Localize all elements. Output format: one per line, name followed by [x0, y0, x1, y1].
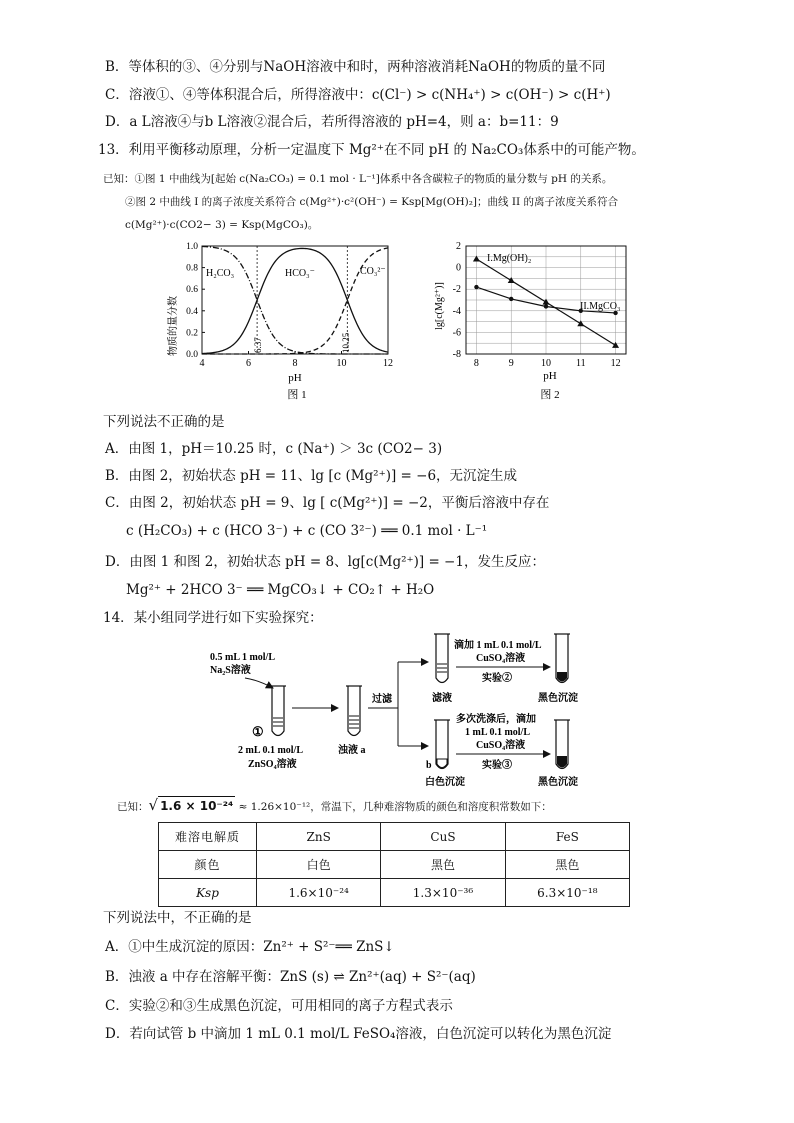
q13-stem: 13．利用平衡移动原理，分析一定温度下 Mg²⁺在不同 pH 的 Na₂CO₃体系中的可能产物。 [98, 142, 645, 158]
fig1-xtick-label: 10 [336, 358, 347, 369]
table-cell: 1.6×10⁻²⁴ [257, 879, 381, 907]
filtrate-label: 滤液 [432, 693, 452, 704]
black-precipitate-2: 黑色沉淀 [538, 777, 578, 788]
table-row [159, 851, 630, 879]
sqrt-value: 1.6 × 10⁻²⁴ [158, 796, 235, 815]
q14-option-b: B．浊液 a 中存在溶解平衡：ZnS (s) ⇌ Zn²⁺(aq) + S²⁻(aq) [105, 969, 476, 985]
q12-option-b: B．等体积的③、④分别与NaOH溶液中和时，两种溶液消耗NaOH的物质的量不同 [105, 59, 606, 75]
fig1-ylabel: 物质的量分数 [168, 296, 179, 356]
fig2-caption: 图 2 [540, 389, 560, 401]
add1-line1: 滴加 1 mL 0.1 mol/L [454, 640, 542, 651]
fig2-ylabel: lg[c(Mg²⁺)] [434, 282, 445, 330]
table-row [159, 879, 630, 907]
tube-b [434, 720, 450, 769]
q12-option-c: C．溶液①、④等体积混合后，所得溶液中：c(Cl⁻) > c(NH₄⁺) > c(OH⁻) > c(H⁺) [105, 87, 611, 103]
fig1-vline1-label: 6.37 [253, 337, 263, 353]
fig1-ytick-label: 0.2 [186, 328, 198, 339]
filter-label: 过滤 [372, 694, 392, 705]
fig1-ytick-label: 0.6 [186, 285, 198, 296]
reagent-top-2: Na₂S溶液 [210, 665, 251, 676]
fig1-xtick-label: 4 [199, 358, 205, 369]
fig2-point-mgco3 [474, 285, 478, 289]
fig1-xlabel: pH [288, 372, 302, 384]
test-tube-2 [346, 686, 362, 736]
exp3-label: 实验③ [482, 760, 512, 771]
fig2-point-mgoh2 [612, 342, 619, 348]
fig2-xtick-label: 8 [473, 358, 479, 369]
table-header-cell: FeS [505, 823, 629, 851]
add2-line3: CuSO₄溶液 [476, 740, 526, 751]
fig2-ytick-label: -8 [452, 349, 461, 360]
add2-line1: 多次洗涤后，滴加 [456, 714, 536, 725]
q13-known-2b: c(Mg²⁺)·c(CO2− 3) = Ksp(MgCO₃)。 [125, 219, 319, 231]
table-cell: 黑色 [381, 851, 505, 879]
q14-question: 下列说法中，不正确的是 [103, 910, 252, 926]
table-header-cell: CuS [381, 823, 505, 851]
fig1-label-h2co3: H₂CO₃ [206, 268, 235, 279]
q14-option-c: C．实验②和③生成黑色沉淀，可用相同的离子方程式表示 [105, 998, 453, 1014]
figure-1-chart [160, 236, 405, 406]
fig2-xtick-label: 10 [541, 358, 551, 369]
q13-option-c2: c (H₂CO₃) + c (HCO 3⁻) + c (CO 3²⁻) ══ 0.1 mol · L⁻¹ [126, 523, 488, 539]
black-precipitate-1: 黑色沉淀 [538, 693, 578, 704]
fig1-series-co3 [202, 248, 388, 354]
fig2-ytick-label: -4 [452, 305, 461, 317]
table-cell: 白色 [257, 851, 381, 879]
fig1-xtick-label: 12 [383, 358, 393, 369]
add1-line2: CuSO₄溶液 [476, 653, 526, 664]
q14-option-d: D．若向试管 b 中滴加 1 mL 0.1 mol/L FeSO₄溶液，白色沉淀可以转化为黑色沉淀 [105, 1026, 612, 1042]
fig1-ytick-label: 0.0 [186, 350, 198, 360]
table-cell: 6.3×10⁻¹⁸ [505, 879, 629, 907]
known-suffix: ≈ 1.26×10⁻¹²，常温下，几种难溶物质的颜色和溶度积常数如下： [235, 801, 552, 813]
fig2-xtick-label: 9 [508, 358, 514, 369]
q13-known-2a: ②图 2 中曲线 I 的离子浓度关系符合 c(Mg²⁺)·c²(OH⁻) = Ksp[Mg(OH)₂]；曲线 II 的离子浓度关系符合 [125, 196, 618, 208]
fig2-label-I: I.Mg(OH)₂ [487, 253, 532, 264]
fig1-frame [202, 246, 388, 354]
fig1-xtick-label: 8 [292, 358, 298, 369]
table-cell: 颜色 [159, 851, 257, 879]
fig2-xtick-label: 12 [610, 358, 621, 369]
test-tube-1 [270, 686, 286, 736]
table-row [159, 823, 630, 851]
tube-b-label: b [426, 760, 432, 771]
fig1-vline2-label: 10.25 [341, 332, 351, 353]
fig2-point-mgco3 [509, 297, 513, 301]
fig2-point-mgoh2 [543, 299, 550, 305]
fig2-xtick-label: 11 [575, 358, 586, 369]
fig1-ytick-label: 0.8 [186, 263, 198, 274]
fig2-point-mgoh2 [508, 277, 515, 283]
fig1-series-hco3 [202, 248, 388, 353]
tube1-label-1: 2 mL 0.1 mol/L [238, 745, 304, 756]
q14-stem: 14．某小组同学进行如下实验探究： [103, 610, 323, 626]
table-cell: 1.3×10⁻³⁶ [381, 879, 505, 907]
table-cell: Ksp [159, 879, 257, 907]
black-precipitate-tube-2 [554, 720, 570, 769]
fig1-xtick-label: 6 [246, 358, 251, 369]
q12-option-d: D．a L溶液④与b L溶液②混合后，若所得溶液的 pH=4，则 a：b=11：9 [105, 114, 559, 130]
q14-option-a: A．①中生成沉淀的原因：Zn²⁺ + S²⁻══ ZnS↓ [105, 939, 395, 955]
fig1-label-co3: CO₃²⁻ [360, 266, 386, 277]
q13-option-d2: Mg²⁺ + 2HCO 3⁻ ══ MgCO₃↓ + CO₂↑ + H₂O [126, 582, 435, 598]
known-prefix: 已知： [117, 801, 149, 813]
fig2-point-mgoh2 [577, 320, 584, 326]
fig1-caption: 图 1 [287, 389, 307, 401]
q13-option-a: A．由图 1，pH＝10.25 时，c (Na⁺) ＞ 3c (CO2− 3) [105, 441, 443, 457]
fig2-ytick-label: 0 [456, 262, 461, 274]
q13-option-d1: D．由图 1 和图 2，初始状态 pH = 8、lg[c(Mg²⁺)] = −1，发生反应： [105, 554, 545, 570]
fig1-label-hco3: HCO₃⁻ [285, 268, 315, 279]
tube1-number: ① [252, 724, 264, 739]
ksp-table [158, 822, 630, 907]
q13-option-c1: C．由图 2，初始状态 pH = 9、lg [ c(Mg²⁺)] = −2，平衡后溶液中存在 [105, 495, 550, 511]
white-precipitate-label: 白色沉淀 [425, 777, 465, 788]
q14-known [117, 796, 552, 816]
fig2-ytick-label: -2 [452, 284, 461, 296]
q13-known-1: 已知：①图 1 中曲线为[起始 c(Na₂CO₃) = 0.1 mol · L⁻¹]体系中各含碳粒子的物质的量分数与 pH 的关系。 [103, 173, 613, 185]
fig2-point-mgoh2 [473, 255, 480, 261]
table-cell: 黑色 [505, 851, 629, 879]
sqrt-symbol: √ [148, 796, 159, 814]
add2-line2: 1 mL 0.1 mol/L [465, 727, 531, 738]
experiment-diagram [200, 628, 620, 793]
tube1-label-2: ZnSO₄溶液 [248, 759, 297, 770]
fig2-point-mgco3 [544, 304, 548, 308]
q13-option-b: B．由图 2，初始状态 pH = 11、lg [c (Mg²⁺)] = −6，无沉淀生成 [105, 468, 518, 484]
tube2-label: 浊液 a [338, 745, 366, 756]
fig2-label-II: II.MgCO₃ [580, 301, 621, 312]
table-header-cell: ZnS [257, 823, 381, 851]
exp2-label: 实验② [482, 673, 512, 684]
table-header-cell: 难溶电解质 [159, 823, 257, 851]
filtrate-tube [434, 634, 450, 683]
fig2-xlabel: pH [543, 370, 557, 382]
fig2-ytick-label: 2 [456, 241, 461, 252]
fig1-series-h2co3 [202, 246, 388, 354]
black-precipitate-tube-1 [554, 634, 570, 683]
fig1-ytick-label: 1.0 [186, 242, 198, 252]
fig1-ytick-label: 0.4 [186, 306, 198, 317]
figure-2-chart [430, 236, 640, 406]
fig2-ytick-label: -6 [452, 327, 461, 339]
q13-question: 下列说法不正确的是 [103, 414, 225, 430]
reagent-top-1: 0.5 mL 1 mol/L [210, 652, 276, 663]
